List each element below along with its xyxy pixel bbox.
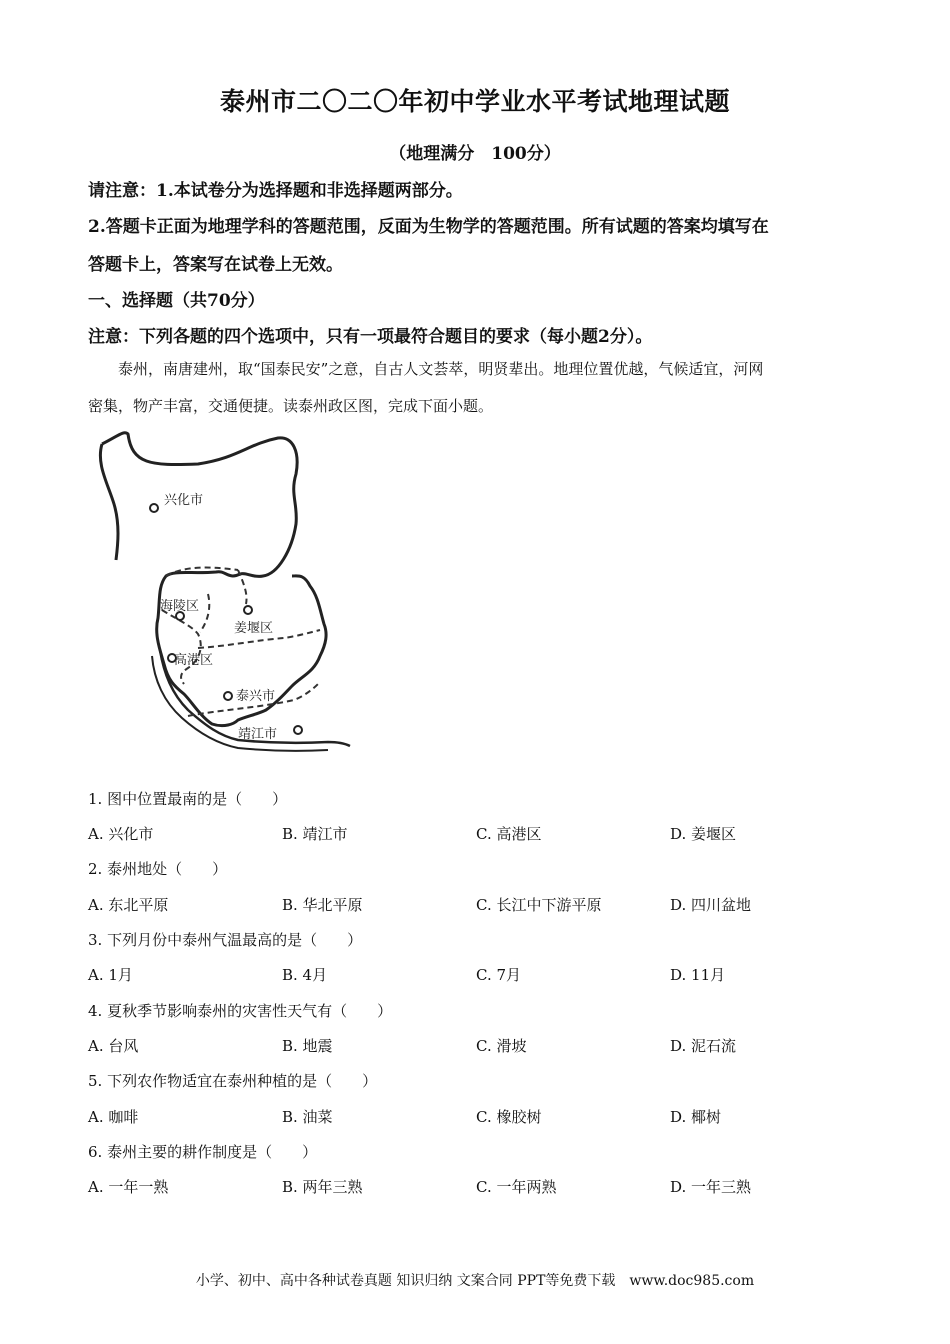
q4-option-a: A. 台风 — [88, 1037, 139, 1055]
notice-2a: 2.答题卡正面为地理学科的答题范围，反面为生物学的答题范围。所有试题的答案均填写在 — [88, 217, 769, 237]
question-4: 4. 夏秋季节影响泰州的灾害性天气有（ ） — [88, 1002, 393, 1020]
q1-option-d: D. 姜堰区 — [670, 825, 737, 843]
section-note: 注意：下列各题的四个选项中，只有一项最符合题目的要求（每小题2分）。 — [88, 327, 653, 347]
notice-1: 请注意：1.本试卷分为选择题和非选择题两部分。 — [88, 181, 463, 201]
q6-option-b: B. 两年三熟 — [282, 1178, 363, 1196]
question-6: 6. 泰州主要的耕作制度是（ ） — [88, 1143, 318, 1161]
section-heading: 一、选择题（共70分） — [88, 291, 265, 311]
q3-option-b: B. 4月 — [282, 966, 328, 984]
q2-option-a: A. 东北平原 — [88, 896, 169, 914]
q1-option-b: B. 靖江市 — [282, 825, 348, 843]
q3-option-a: A. 1月 — [88, 966, 133, 984]
label-jiangyan: 姜堰区 — [234, 621, 274, 636]
q1-option-c: C. 高港区 — [476, 825, 542, 843]
score-note: （地理满分 100分） — [389, 144, 561, 164]
q4-option-d: D. 泥石流 — [670, 1037, 737, 1055]
notice-2b: 答题卡上，答案写在试卷上无效。 — [88, 255, 343, 275]
q6-option-c: C. 一年两熟 — [476, 1178, 557, 1196]
q5-option-c: C. 橡胶树 — [476, 1108, 542, 1126]
q2-option-c: C. 长江中下游平原 — [476, 896, 602, 914]
q5-option-d: D. 椰树 — [670, 1108, 722, 1126]
q4-option-c: C. 滑坡 — [476, 1037, 527, 1055]
question-3: 3. 下列月份中泰州气温最高的是（ ） — [88, 931, 363, 949]
q1-option-a: A. 兴化市 — [88, 825, 154, 843]
jiangyan-dot — [244, 606, 252, 614]
page-title: 泰州市二〇二〇年初中学业水平考试地理试题 — [219, 87, 730, 116]
q2-option-d: D. 四川盆地 — [670, 896, 752, 914]
intro-line-1: 泰州，南唐建州，取“国泰民安”之意，自古人文荟萃，明贤辈出。地理位置优越，气候适宜，河网 — [118, 360, 764, 378]
q3-option-d: D. 11月 — [670, 966, 726, 984]
map-outline — [102, 433, 326, 726]
label-jingjiang: 靖江市 — [238, 727, 278, 742]
taixing-dot — [224, 692, 232, 700]
label-taixing: 泰兴市 — [236, 689, 276, 704]
q6-option-a: A. 一年一熟 — [88, 1178, 169, 1196]
question-5: 5. 下列农作物适宜在泰州种植的是（ ） — [88, 1072, 378, 1090]
taizhou-district-map — [88, 424, 370, 772]
xinghua-dot — [150, 504, 158, 512]
q3-option-c: C. 7月 — [476, 966, 522, 984]
q2-option-b: B. 华北平原 — [282, 896, 363, 914]
label-gaogang: 高港区 — [174, 653, 214, 668]
label-xinghua: 兴化市 — [164, 493, 204, 508]
intro-line-2: 密集，物产丰富，交通便捷。读泰州政区图，完成下面小题。 — [88, 397, 494, 415]
q5-option-a: A. 咖啡 — [88, 1108, 139, 1126]
footer-link[interactable]: 小学、初中、高中各种试卷真题 知识归纳 文案合同 PPT等免费下载 www.doc985.com — [195, 1273, 755, 1289]
q5-option-b: B. 油菜 — [282, 1108, 333, 1126]
q4-option-b: B. 地震 — [282, 1037, 333, 1055]
label-hailing: 海陵区 — [160, 599, 200, 614]
question-1: 1. 图中位置最南的是（ ） — [88, 790, 288, 808]
jingjiang-dot — [294, 726, 302, 734]
q6-option-d: D. 一年三熟 — [670, 1178, 752, 1196]
question-2: 2. 泰州地处（ ） — [88, 860, 228, 878]
